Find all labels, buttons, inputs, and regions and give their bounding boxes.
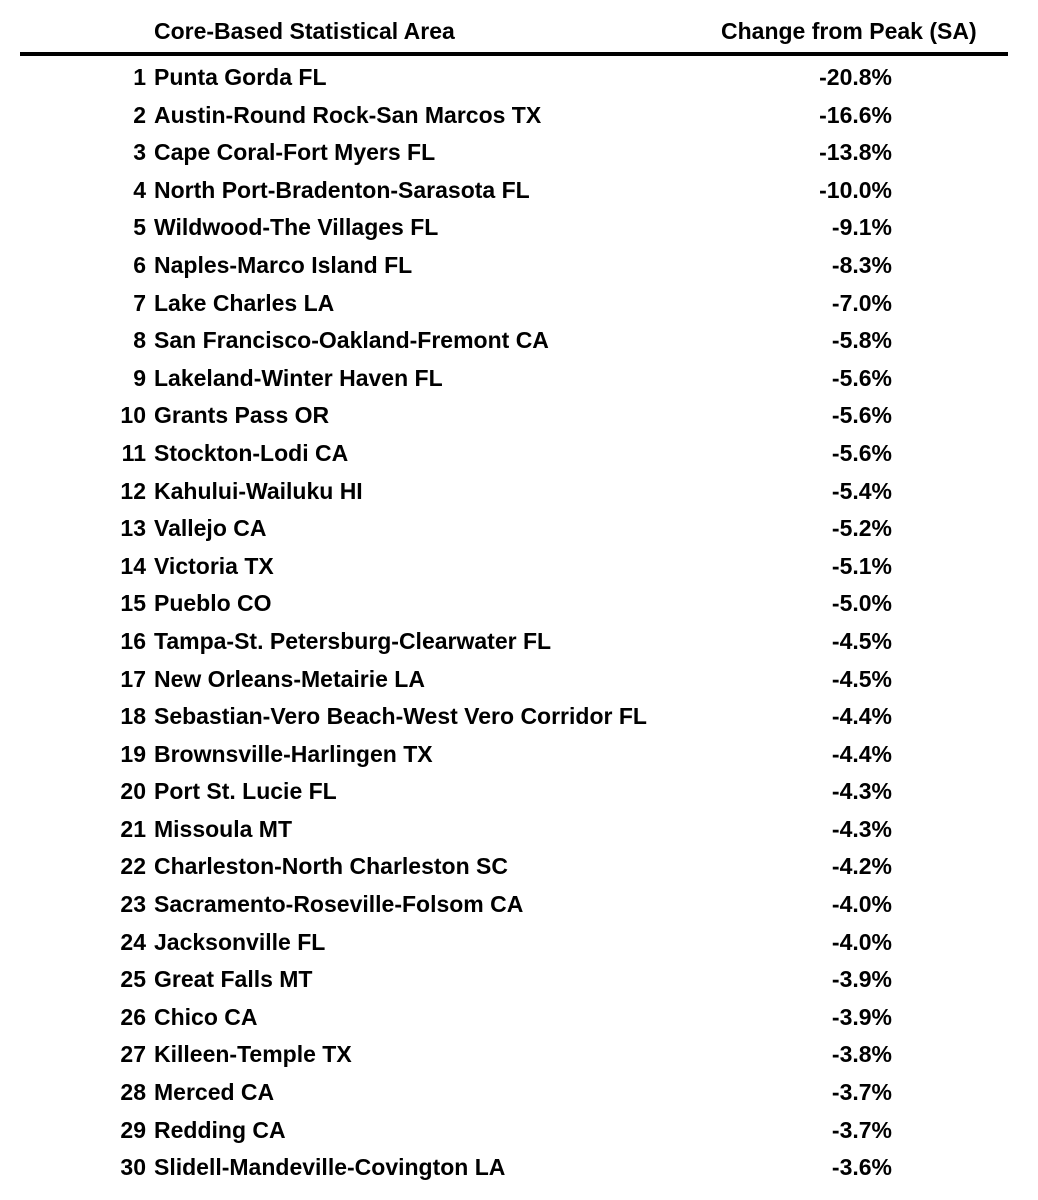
table-row (0, 135, 1038, 173)
table-row (0, 887, 1038, 925)
table-row (0, 1075, 1038, 1113)
row-rank: 11 (121, 439, 146, 466)
table-row (0, 98, 1038, 136)
table-row (0, 699, 1038, 737)
table-row (0, 398, 1038, 436)
row-rank: 20 (120, 778, 146, 805)
row-change: -5.1% (831, 552, 892, 579)
table-row (0, 774, 1038, 812)
row-rank: 14 (120, 552, 146, 579)
table-row (0, 323, 1038, 361)
row-rank: 23 (120, 891, 146, 918)
row-change: -4.5% (831, 627, 892, 654)
row-rank: 24 (120, 928, 146, 955)
row-area: Grants Pass OR (154, 402, 330, 429)
row-rank: 4 (133, 176, 146, 203)
row-change: -8.3% (831, 251, 892, 278)
row-change: -5.8% (831, 327, 892, 354)
row-change: -4.0% (831, 928, 892, 955)
row-area: Sacramento-Roseville-Folsom CA (154, 891, 524, 918)
row-change: -13.8% (819, 139, 892, 166)
row-rank: 17 (120, 665, 146, 692)
row-change: -3.8% (831, 1041, 892, 1068)
row-change: -4.2% (831, 853, 892, 880)
table-row (0, 474, 1038, 512)
table-row (0, 210, 1038, 248)
table-row (0, 1037, 1038, 1075)
row-area: North Port-Bradenton-Sarasota FL (154, 176, 530, 203)
row-area: Stockton-Lodi CA (154, 439, 349, 466)
row-rank: 7 (133, 289, 146, 316)
row-rank: 2 (133, 101, 146, 128)
row-area: Victoria TX (154, 552, 274, 579)
table-row (0, 60, 1038, 98)
row-change: -4.5% (831, 665, 892, 692)
row-area: Sebastian-Vero Beach-West Vero Corridor FL (154, 703, 647, 730)
row-change: -4.3% (831, 815, 892, 842)
row-area: Austin-Round Rock-San Marcos TX (154, 101, 542, 128)
row-rank: 9 (133, 364, 146, 391)
table-row (0, 1150, 1038, 1188)
table-row (0, 586, 1038, 624)
row-change: -5.6% (831, 402, 892, 429)
row-rank: 27 (120, 1041, 146, 1068)
row-rank: 22 (120, 853, 146, 880)
row-rank: 6 (133, 251, 146, 278)
row-rank: 26 (120, 1003, 146, 1030)
row-change: -3.9% (831, 1003, 892, 1030)
row-area: Merced CA (154, 1079, 275, 1106)
row-area: Kahului-Wailuku HI (154, 477, 363, 504)
row-change: -5.4% (831, 477, 892, 504)
table-row (0, 662, 1038, 700)
row-change: -3.7% (831, 1079, 892, 1106)
row-area: Vallejo CA (154, 515, 267, 542)
row-area: Tampa-St. Petersburg-Clearwater FL (154, 627, 552, 654)
row-area: Punta Gorda FL (154, 64, 327, 90)
row-area: Missoula MT (154, 815, 293, 842)
row-rank: 12 (120, 477, 146, 504)
row-area: Chico CA (154, 1003, 258, 1030)
row-change: -3.9% (831, 966, 892, 993)
row-rank: 13 (120, 515, 146, 542)
row-change: -3.6% (831, 1154, 892, 1181)
row-rank: 28 (120, 1079, 146, 1106)
row-area: Charleston-North Charleston SC (154, 853, 508, 880)
row-change: -4.4% (831, 703, 892, 730)
header-area: Core-Based Statistical Area (154, 18, 455, 44)
row-rank: 30 (120, 1154, 146, 1181)
row-rank: 29 (120, 1116, 146, 1143)
header-rule (20, 52, 1008, 56)
row-change: -3.7% (831, 1116, 892, 1143)
row-rank: 1 (133, 64, 146, 90)
row-rank: 3 (133, 139, 146, 166)
row-area: Cape Coral-Fort Myers FL (154, 139, 436, 166)
row-rank: 16 (120, 627, 146, 654)
table-row (0, 361, 1038, 399)
row-area: Naples-Marco Island FL (154, 251, 413, 278)
row-area: New Orleans-Metairie LA (154, 665, 425, 692)
table-row (0, 173, 1038, 211)
row-area: Brownsville-Harlingen TX (154, 740, 433, 767)
row-rank: 25 (120, 966, 146, 993)
row-change: -9.1% (831, 214, 892, 241)
table-row (0, 849, 1038, 887)
row-change: -5.6% (831, 364, 892, 391)
table-row (0, 248, 1038, 286)
table-row (0, 436, 1038, 474)
row-rank: 8 (133, 327, 146, 354)
row-change: -4.4% (831, 740, 892, 767)
row-rank: 21 (120, 815, 146, 842)
row-area: Redding CA (154, 1116, 286, 1143)
table-body (0, 60, 1038, 1188)
row-change: -5.2% (831, 515, 892, 542)
row-rank: 19 (120, 740, 146, 767)
table-row (0, 1113, 1038, 1151)
row-change: -4.3% (831, 778, 892, 805)
row-change: -5.6% (831, 439, 892, 466)
row-area: Lakeland-Winter Haven FL (154, 364, 443, 391)
table-row (0, 286, 1038, 324)
table-row (0, 549, 1038, 587)
row-rank: 5 (133, 214, 146, 241)
table-row (0, 962, 1038, 1000)
row-rank: 18 (120, 703, 146, 730)
table-header (0, 18, 1038, 52)
table-row (0, 925, 1038, 963)
row-area: Killeen-Temple TX (154, 1041, 352, 1068)
row-area: Slidell-Mandeville-Covington LA (154, 1154, 506, 1181)
table-row (0, 812, 1038, 850)
row-rank: 10 (120, 402, 146, 429)
row-area: Lake Charles LA (154, 289, 335, 316)
row-area: Port St. Lucie FL (154, 778, 337, 805)
header-change: Change from Peak (SA) (721, 18, 977, 44)
row-change: -7.0% (831, 289, 892, 316)
table-row (0, 511, 1038, 549)
row-change: -4.0% (831, 891, 892, 918)
row-change: -20.8% (819, 64, 892, 90)
row-area: Wildwood-The Villages FL (154, 214, 439, 241)
table-row (0, 624, 1038, 662)
row-area: Pueblo CO (154, 590, 272, 617)
row-area: Jacksonville FL (154, 928, 326, 955)
row-change: -10.0% (819, 176, 892, 203)
row-area: San Francisco-Oakland-Fremont CA (154, 327, 549, 354)
row-rank: 15 (120, 590, 146, 617)
row-change: -5.0% (831, 590, 892, 617)
table-row (0, 1000, 1038, 1038)
table-row (0, 737, 1038, 775)
row-area: Great Falls MT (154, 966, 313, 993)
row-change: -16.6% (819, 101, 892, 128)
